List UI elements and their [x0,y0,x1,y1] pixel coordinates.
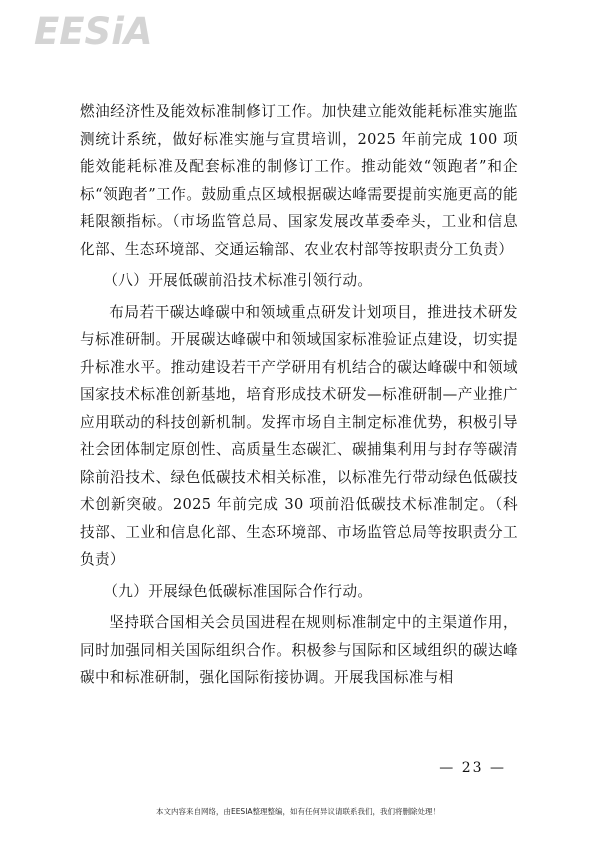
paragraph-low-carbon-tech: 布局若干碳达峰碳中和领域重点研发计划项目，推进技术研发与标准研制。开展碳达峰碳中和领域国家标准验证点建设，切实提升标准水平。推动建设若干产学研用有机结合的碳达峰碳中和领域国家技术标准创新基地，培育形成技术研发—标准研制—产业推广应用联动的科技创新机制。发挥市场自主制定标准优势，积极引导社会团体制定原创性、高质量生态碳汇、碳捕集利用与封存等碳清除前沿技术、绿色低碳技术相关标准，以标准先行带动绿色低碳技术创新突破。2025 年前完成 30 项前沿低碳技术标准制定。（科技部、工业和信息化部、生态环境部、市场监管总局等按职责分工负责） [80,303,518,568]
eesia-logo: EESiA [34,10,153,53]
paragraph-energy-efficiency: 燃油经济性及能效标准制修订工作。加快建立能效能耗标准实施监测统计系统，做好标准实施与宣贯培训，2025 年前完成 100 项能效能耗标准及配套标准的制修订工作。推动能效“领跑者”和企标“领跑者”工作。鼓励重点区域根据碳达峰需要提前实施更高的能耗限额指标。（市场监管总局、国家发展改革委牵头，工业和信息化部、生态环境部、交通运输部、农业农村部等按职责分工负责） [80,103,518,258]
section-heading-9: （九）开展绿色低碳标准国际合作行动。 [103,582,373,600]
footer-disclaimer: 本文内容来自网络，由EESIA整理整编，如有任何异议请联系我们，我们将删除处理！ [155,807,441,816]
page-number: — 23 — [439,760,506,776]
document-body [80,98,518,692]
paragraph-international-cooperation: 坚持联合国相关会员国进程在规则标准制定中的主渠道作用，同时加强同相关国际组织合作。积极参与国际和区域组织的碳达峰碳中和标准研制，强化国际衔接协调。开展我国标准与相 [80,614,518,686]
section-heading-8: （八）开展低碳前沿技术标准引领行动。 [103,272,373,289]
